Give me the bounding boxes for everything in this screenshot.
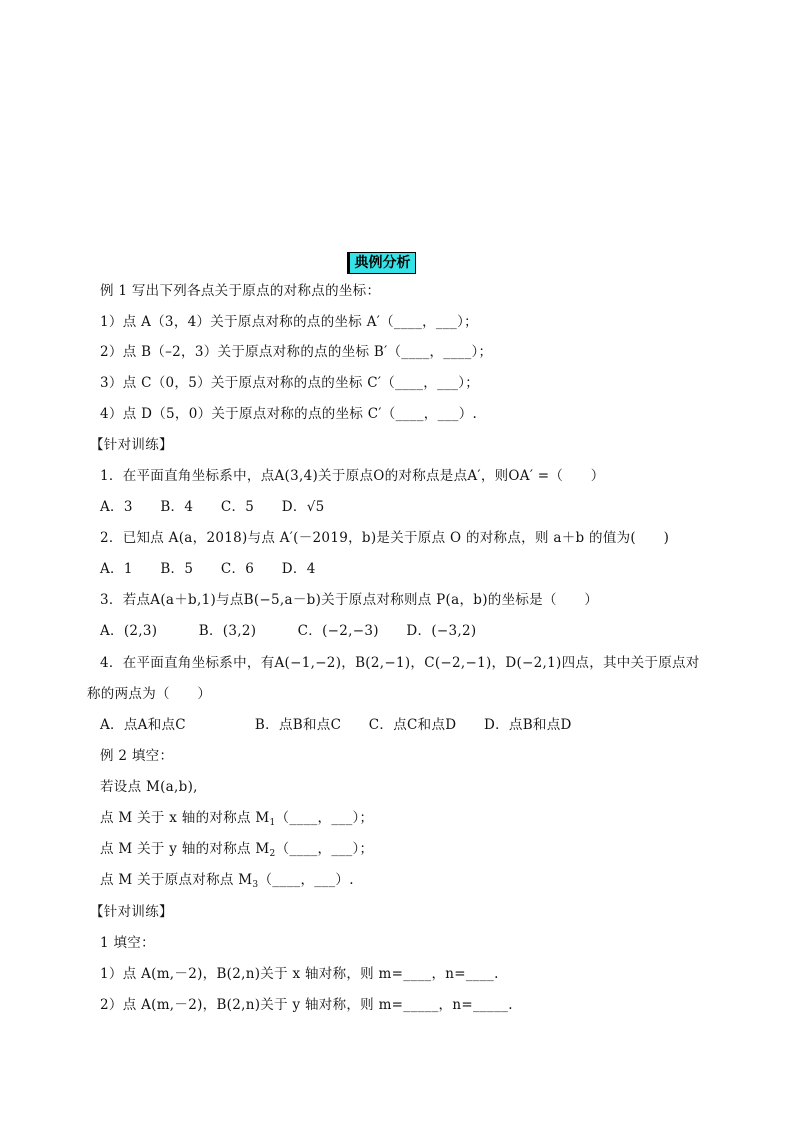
section-heading: 典例分析 xyxy=(347,252,416,274)
example1-item-1: 1）点 A（3，4）关于原点对称的点的坐标 A′（____，___）； xyxy=(100,314,478,330)
example1-item-3: 3）点 C（0，5）关于原点对称的点的坐标 C′（____，___）； xyxy=(100,375,480,391)
training1-q3-text: 3．若点A(a＋b,1)与点B(−5,a－b)关于原点对称则点 P(a，b)的坐标是（ ） xyxy=(100,592,599,608)
example2-m2-sub: 2 xyxy=(269,849,276,859)
example2-m3-tail: （____，___）. xyxy=(258,872,354,888)
example2-m1-text: 点 M 关于 x 轴的对称点 M xyxy=(100,810,270,826)
training2-heading: 【针对训练】 xyxy=(90,904,173,920)
example2-m3-text: 点 M 关于原点对称点 M xyxy=(100,872,253,888)
example2-m2-text: 点 M 关于 y 轴的对称点 M xyxy=(100,841,270,857)
training1-q3-options: A．(2,3) B．(3,2) C．(−2,−3) D．(−3,2) xyxy=(100,623,477,639)
example2-title: 例 2 填空： xyxy=(100,748,174,764)
example2-setup: 若设点 M(a,b), xyxy=(100,779,198,795)
training1-q1-text: 1．在平面直角坐标系中，点A(3,4)关于原点O的对称点是点A′，则OA′ =（ ） xyxy=(100,468,605,484)
training1-q2-options: A．1 B．5 C．6 D．4 xyxy=(100,561,316,577)
training1-q1-options: A．3 B．4 C．5 D．√5 xyxy=(100,499,325,515)
example2-m3-line xyxy=(100,871,354,894)
example2-m3-sub: 3 xyxy=(252,880,259,890)
training1-q4-text-line2: 称的两点为（ ） xyxy=(87,686,212,702)
example1-title: 例 1 写出下列各点关于原点的对称点的坐标： xyxy=(100,283,381,299)
training1-q4-text-line1: 4．在平面直角坐标系中，有A(−1,−2)，B(2,−1)，C(−2,−1)，D(−2,1)四点，其中关于原点对 xyxy=(100,655,700,671)
example2-m1-sub: 1 xyxy=(269,818,276,828)
training2-item-2: 2）点 A(m,－2)，B(2,n)关于 y 轴对称，则 m=_____，n=_____. xyxy=(100,997,513,1013)
training2-item-1: 1）点 A(m,－2)，B(2,n)关于 x 轴对称，则 m=____，n=____. xyxy=(100,966,499,982)
training2-title: 1 填空： xyxy=(100,935,155,951)
training1-q4-options: A．点A和点C B．点B和点C C．点C和点D D．点B和点D xyxy=(100,717,572,733)
example2-m2-line xyxy=(100,840,373,863)
example1-item-4: 4）点 D（5，0）关于原点对称的点的坐标 C′（____，___）. xyxy=(100,406,478,422)
training1-q2-text: 2．已知点 A(a，2018)与点 A′(－2019，b)是关于原点 O 的对称点，则 a＋b 的值为( ) xyxy=(100,530,670,546)
example2-m2-tail: （____，___）； xyxy=(275,841,374,857)
example2-m1-line xyxy=(100,809,373,832)
training1-heading: 【针对训练】 xyxy=(90,437,173,453)
example1-item-2: 2）点 B（–2，3）关于原点对称的点的坐标 B′（____，____）； xyxy=(100,344,493,360)
example2-m1-tail: （____，___）； xyxy=(275,810,374,826)
section-heading-wrapper xyxy=(0,252,778,274)
